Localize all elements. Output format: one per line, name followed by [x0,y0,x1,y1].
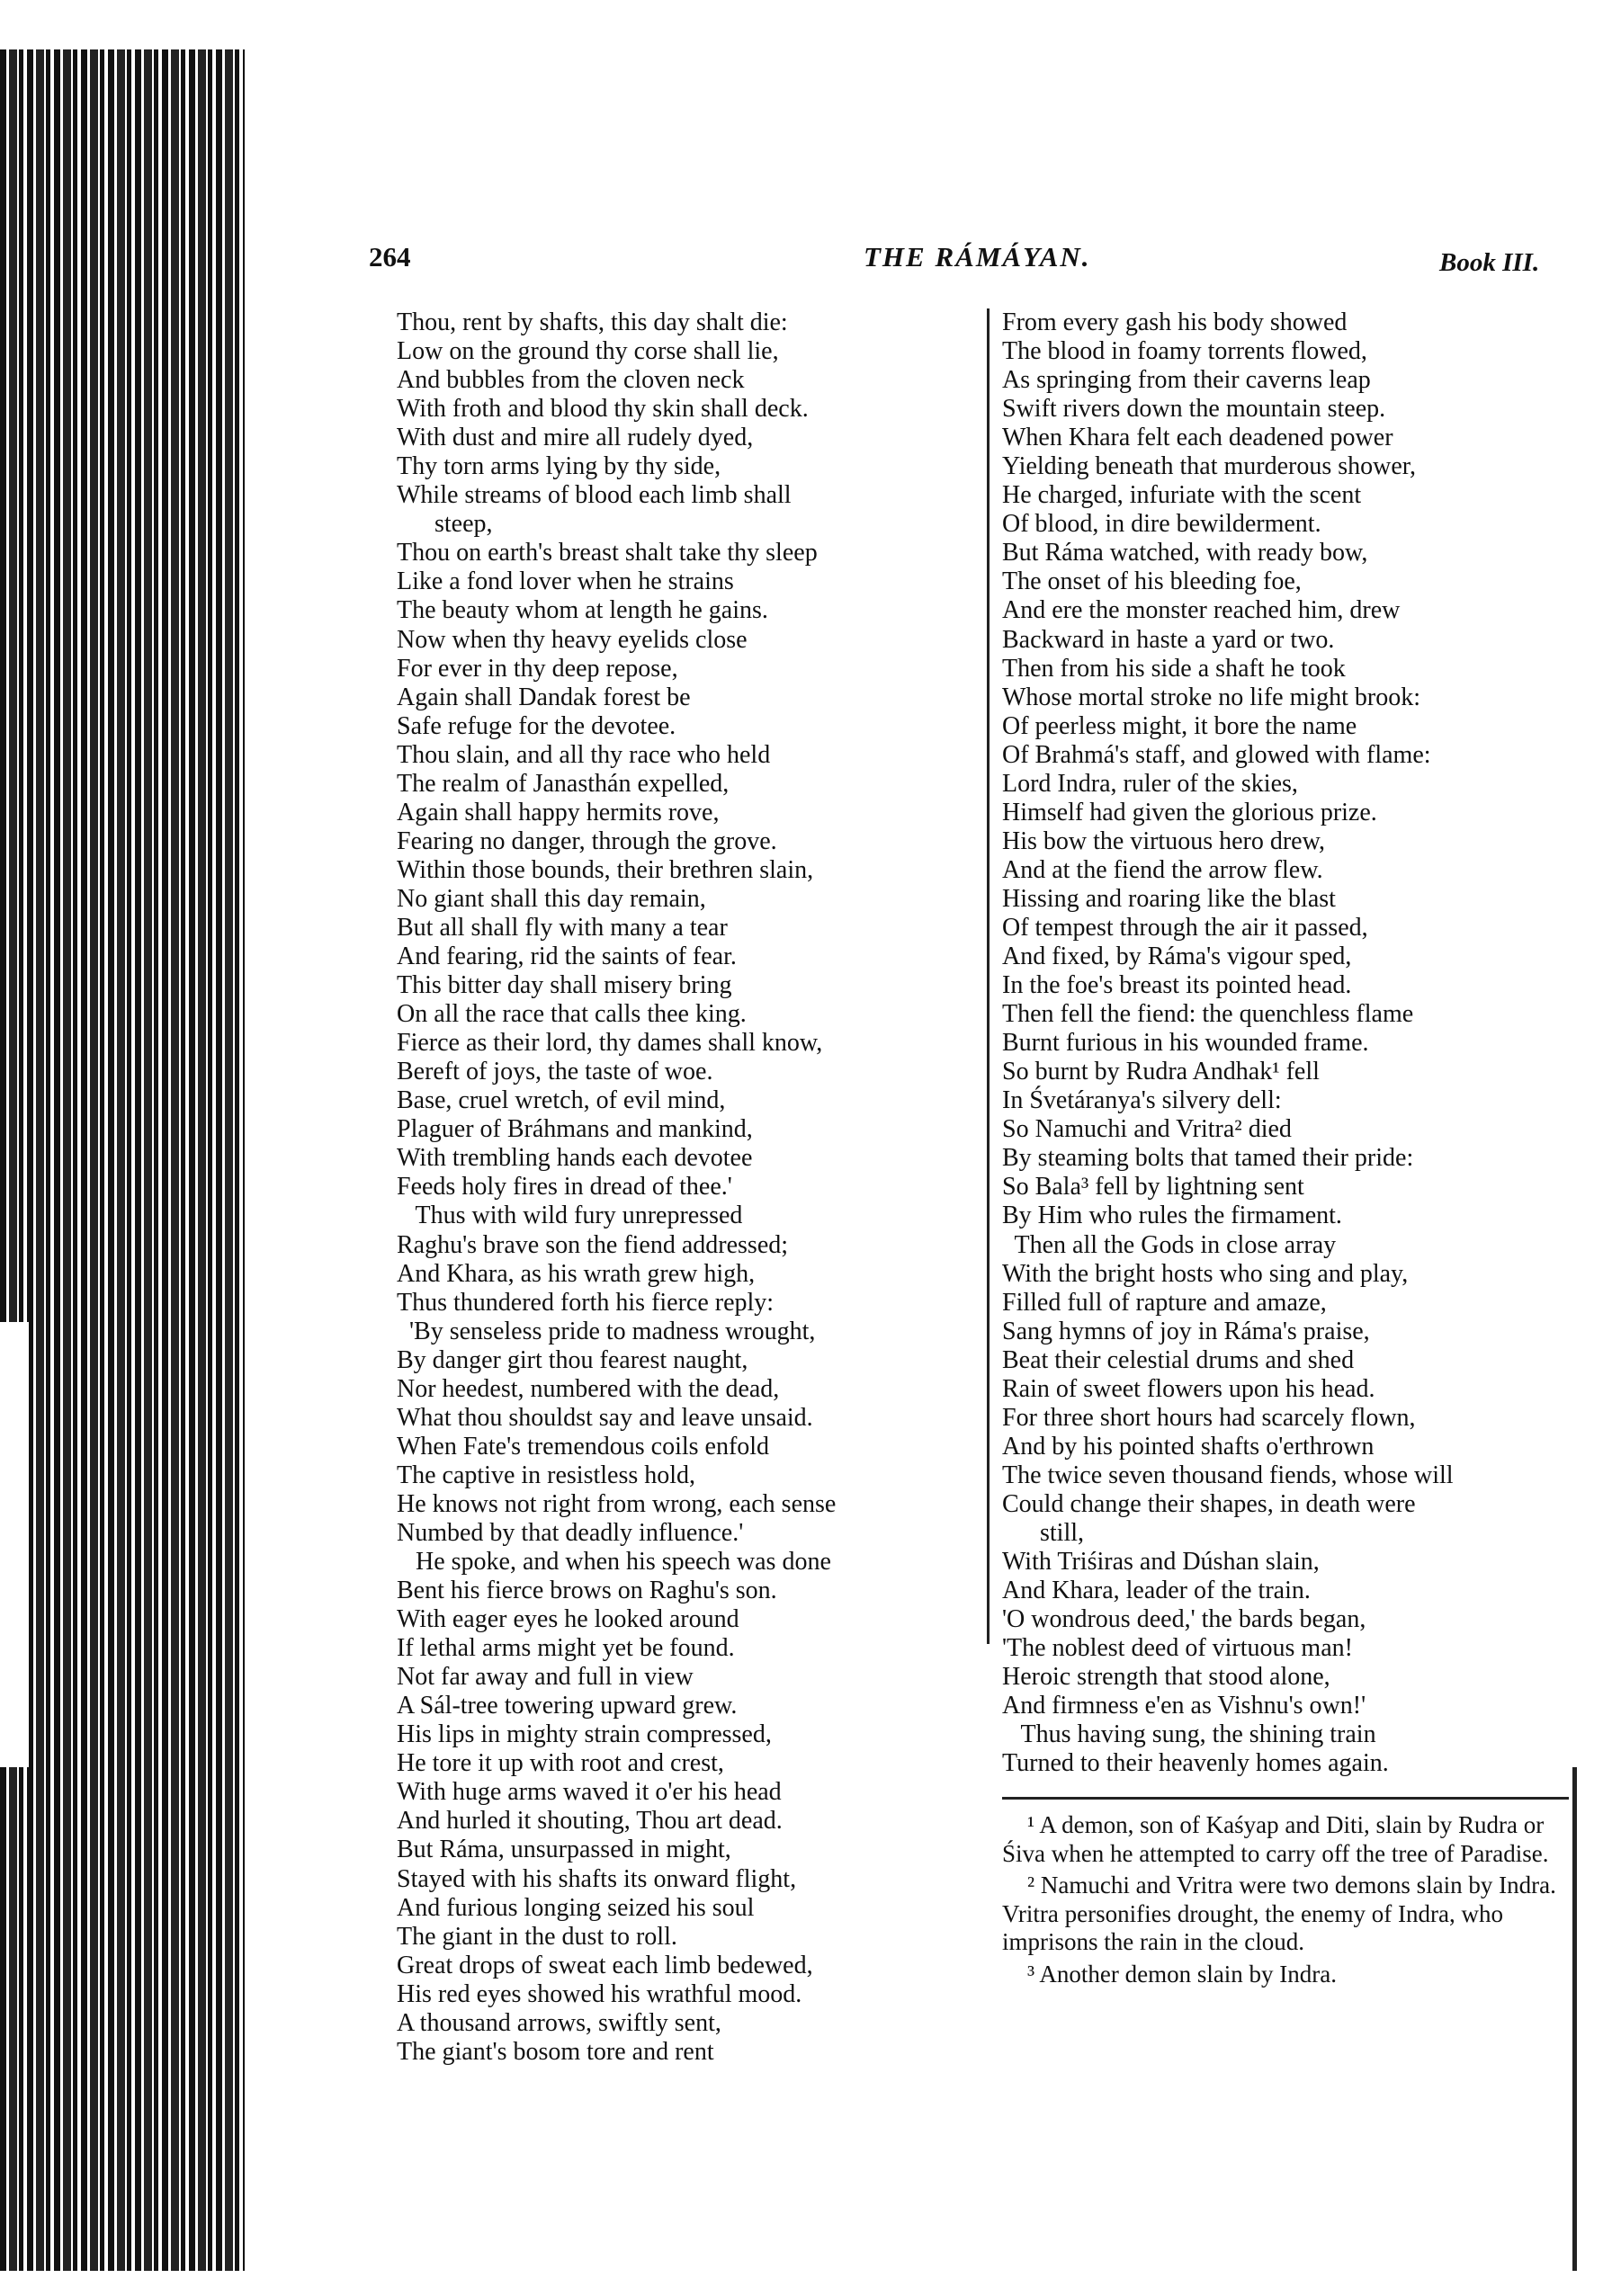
verse-line: 'O wondrous deed,' the bards began, [1002,1605,1366,1634]
verse-line: steep, [397,510,493,539]
verse-line: With Triśiras and Dúshan slain, [1002,1548,1320,1577]
verse-line: Fearing no danger, through the grove. [397,826,777,855]
verse-line: Safe refuge for the devotee. [397,711,676,740]
verse-line: While streams of blood each limb shall [397,481,792,510]
verse-line: Within those bounds, their brethren slain, [397,855,814,884]
verse-line: And ere the monster reached him, drew [1002,596,1401,625]
verse-line: Of Brahmá's staff, and glowed with flame: [1002,740,1431,769]
verse-line: Sang hymns of joy in Ráma's praise, [1002,1317,1370,1345]
verse-line: His bow the virtuous hero drew, [1002,826,1326,855]
verse-line: So burnt by Rudra Andhak¹ fell [1002,1058,1320,1086]
verse-line: Hissing and roaring like the blast [1002,884,1336,913]
column-divider [987,308,990,1644]
verse-line: So Namuchi and Vritra² died [1002,1115,1292,1144]
verse-line: What thou shouldst say and leave unsaid. [397,1403,813,1432]
verse-line: Thou on earth's breast shalt take thy sleep [397,539,818,567]
verse-line: Himself had given the glorious prize. [1002,798,1377,826]
verse-line: And hurled it shouting, Thou art dead. [397,1807,783,1836]
verse-line: 'By senseless pride to madness wrought, [397,1317,816,1345]
verse-line: On all the race that calls thee king. [397,1000,747,1029]
verse-line: From every gash his body showed [1002,308,1348,336]
verse-line: And fearing, rid the saints of fear. [397,943,737,971]
verse-line: And firmness e'en as Vishnu's own!' [1002,1692,1366,1720]
verse-line: With trembling hands each devotee [397,1144,753,1173]
verse-line: Of peerless might, it bore the name [1002,711,1357,740]
verse-line: Of blood, in dire bewilderment. [1002,510,1321,539]
verse-line: And fixed, by Ráma's vigour sped, [1002,943,1352,971]
binding-gap [0,1322,29,1767]
verse-line: This bitter day shall misery bring [397,971,732,1000]
verse-line: But all shall fly with many a tear [397,913,728,942]
verse-line: Filled full of rapture and amaze, [1002,1288,1327,1317]
verse-line: Fierce as their lord, thy dames shall know, [397,1029,823,1058]
binding-edge [0,49,245,2271]
verse-line: In Śvetáranya's silvery dell: [1002,1086,1282,1115]
verse-line: The captive in resistless hold, [397,1461,696,1489]
verse-line: With huge arms waved it o'er his head [397,1778,782,1807]
verse-line: A thousand arrows, swiftly sent, [397,2008,721,2037]
verse-line: Rain of sweet flowers upon his head. [1002,1374,1375,1403]
running-title: THE RÁMÁYAN. [864,241,1091,272]
verse-line: With eager eyes he looked around [397,1605,739,1634]
verse-line: For three short hours had scarcely flown, [1002,1403,1416,1432]
right-edge-rule [1572,1767,1577,2271]
verse-line: And by his pointed shafts o'erthrown [1002,1432,1375,1461]
verse-line: His red eyes showed his wrathful mood. [397,1979,802,2008]
verse-line: And Khara, leader of the train. [1002,1577,1311,1605]
verse-line: Thus with wild fury unrepressed [397,1202,743,1230]
verse-line: Whose mortal stroke no life might brook: [1002,683,1421,711]
verse-line: With the bright hosts who sing and play, [1002,1259,1409,1288]
verse-line: And at the fiend the arrow flew. [1002,855,1323,884]
verse-line: The twice seven thousand fiends, whose will [1002,1461,1454,1489]
verse-line: Low on the ground thy corse shall lie, [397,337,779,366]
verse-line: Lord Indra, ruler of the skies, [1002,769,1298,798]
verse-line: Bereft of joys, the taste of woe. [397,1058,713,1086]
verse-line: Heroic strength that stood alone, [1002,1663,1330,1692]
verse-line: The giant in the dust to roll. [397,1922,677,1951]
verse-line: And bubbles from the cloven neck [397,366,745,395]
verse-line: In the foe's breast its pointed head. [1002,971,1352,1000]
verse-line: For ever in thy deep repose, [397,654,678,683]
footnote: ³ Another demon slain by Indra. [1027,1960,1338,1988]
verse-line: Of tempest through the air it passed, [1002,913,1368,942]
verse-line: Stayed with his shafts its onward flight, [397,1864,797,1893]
verse-line: Then all the Gods in close array [1002,1230,1337,1259]
verse-line: Thy torn arms lying by thy side, [397,452,721,481]
verse-line: If lethal arms might yet be found. [397,1634,735,1663]
verse-line: By steaming bolts that tamed their pride: [1002,1144,1414,1173]
verse-line: Yielding beneath that murderous shower, [1002,452,1416,481]
verse-line: The giant's bosom tore and rent [397,2037,714,2066]
verse-line: So Bala³ fell by lightning sent [1002,1173,1304,1202]
left-column [397,308,978,2067]
footnote: ² Namuchi and Vritra were two demons slain by Indra. Vritra personifies drought, the enemy of Indra, who imprisons the rain in the cloud. [1002,1872,1556,1955]
verse-line: The onset of his bleeding foe, [1002,567,1302,596]
verse-line: Like a fond lover when he strains [397,567,734,596]
verse-line: He spoke, and when his speech was done [397,1548,831,1577]
verse-line: Not far away and full in view [397,1663,694,1692]
verse-line: Nor heedest, numbered with the dead, [397,1374,780,1403]
verse-line: Again shall happy hermits rove, [397,798,720,826]
verse-line: The beauty whom at length he gains. [397,596,768,625]
page-number: 264 [369,241,411,272]
verse-line: Numbed by that deadly influence.' [397,1518,744,1547]
right-column [1002,308,1583,1778]
verse-line: Swift rivers down the mountain steep. [1002,395,1386,424]
verse-line: With dust and mire all rudely dyed, [397,424,754,452]
verse-line: Thus thundered forth his fierce reply: [397,1288,775,1317]
verse-line: But Ráma, unsurpassed in might, [397,1836,731,1864]
verse-line: He tore it up with root and crest, [397,1749,724,1778]
verse-line: Now when thy heavy eyelids close [397,625,748,654]
verse-line: A Sál-tree towering upward grew. [397,1692,738,1720]
verse-line: And Khara, as his wrath grew high, [397,1259,756,1288]
verse-line: Feeds holy fires in dread of thee.' [397,1173,732,1202]
verse-line: still, [1002,1518,1085,1547]
verse-line: When Khara felt each deadened power [1002,424,1393,452]
verse-line: But Ráma watched, with ready bow, [1002,539,1368,567]
verse-line: He charged, infuriate with the scent [1002,481,1362,510]
verse-line: With froth and blood thy skin shall deck. [397,395,809,424]
footnote: ¹ A demon, son of Kaśyap and Diti, slain by Rudra or Śiva when he attempted to carry off the tree of Paradise. [1002,1811,1549,1867]
verse-line: His lips in mighty strain compressed, [397,1720,772,1749]
verse-line: Burnt furious in his wounded frame. [1002,1029,1369,1058]
verse-line: Again shall Dandak forest be [397,683,691,711]
verse-line: Thus having sung, the shining train [1002,1720,1376,1749]
verse-line: Raghu's brave son the fiend addressed; [397,1230,789,1259]
verse-line: Backward in haste a yard or two. [1002,625,1335,654]
verse-line: Could change their shapes, in death were [1002,1489,1416,1518]
verse-line: By danger girt thou fearest naught, [397,1345,748,1374]
verse-line: 'The noblest deed of virtuous man! [1002,1634,1353,1663]
verse-line: The blood in foamy torrents flowed, [1002,337,1367,366]
verse-line: Then fell the fiend: the quenchless flame [1002,1000,1414,1029]
verse-line: Thou slain, and all thy race who held [397,740,771,769]
book-label: Book III. [1439,248,1540,277]
verse-line: When Fate's tremendous coils enfold [397,1432,770,1461]
verse-line: Turned to their heavenly homes again. [1002,1749,1389,1778]
verse-line: Base, cruel wretch, of evil mind, [397,1086,726,1115]
verse-line: The realm of Janasthán expelled, [397,769,730,798]
footnote-rule [1002,1797,1569,1800]
footnotes [1002,1811,1580,1992]
verse-line: And furious longing seized his soul [397,1893,755,1922]
verse-line: No giant shall this day remain, [397,884,706,913]
verse-line: Plaguer of Bráhmans and mankind, [397,1115,753,1144]
verse-line: Bent his fierce brows on Raghu's son. [397,1577,777,1605]
verse-line: By Him who rules the firmament. [1002,1202,1342,1230]
verse-line: Beat their celestial drums and shed [1002,1345,1355,1374]
verse-line: As springing from their caverns leap [1002,366,1371,395]
verse-line: Then from his side a shaft he took [1002,654,1346,683]
verse-line: Thou, rent by shafts, this day shalt die: [397,308,788,336]
verse-line: He knows not right from wrong, each sense [397,1489,837,1518]
verse-line: Great drops of sweat each limb bedewed, [397,1951,813,1979]
